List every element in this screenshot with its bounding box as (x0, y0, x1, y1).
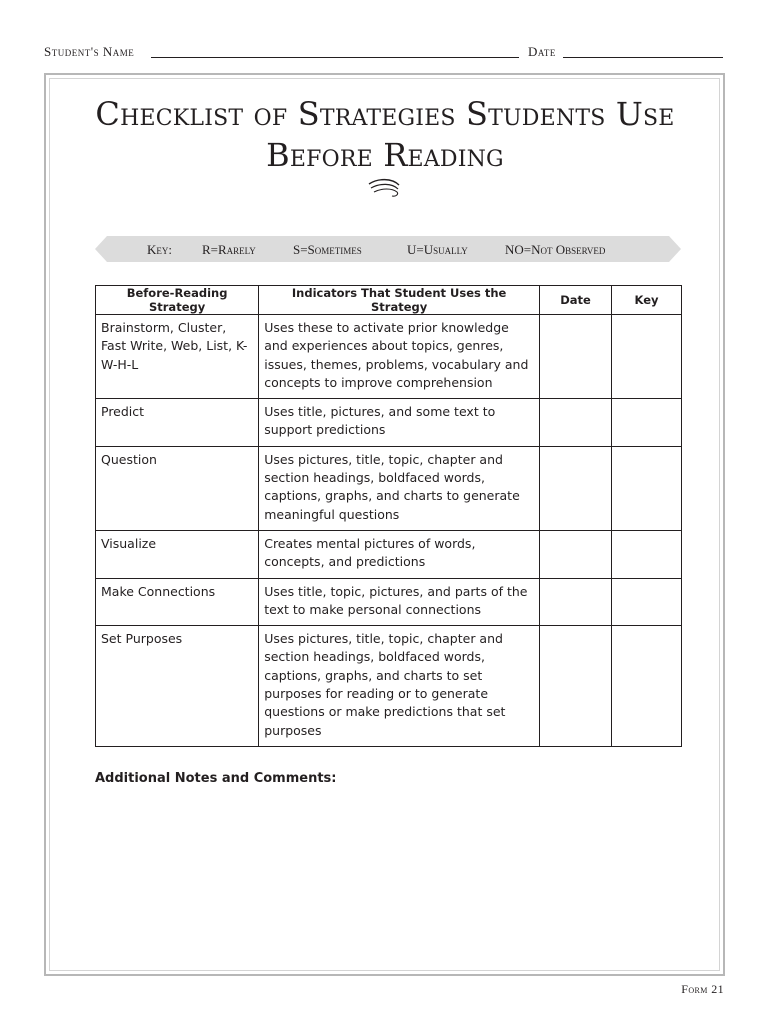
indicator-cell: Uses these to activate prior knowledge and experiences about topics, genres, issues, themes, problems, vocabulary and concepts to improve comprehension (259, 315, 540, 399)
key-cell[interactable] (612, 315, 682, 399)
strategy-cell: Make Connections (96, 578, 259, 626)
date-cell[interactable] (540, 399, 612, 447)
date-field[interactable] (563, 57, 723, 58)
student-name-label: Student's Name (44, 44, 135, 59)
key-rarely: R=Rarely (202, 242, 256, 257)
key-cell[interactable] (612, 530, 682, 578)
student-name-field[interactable] (151, 57, 519, 58)
header-key: Key (612, 286, 682, 315)
strategy-cell: Set Purposes (96, 626, 259, 747)
header-line (44, 40, 734, 64)
date-cell[interactable] (540, 626, 612, 747)
header-strategy: Before-Reading Strategy (96, 286, 259, 315)
date-cell[interactable] (540, 578, 612, 626)
table-header-row (96, 286, 682, 315)
header-indicators: Indicators That Student Uses the Strategy (259, 286, 540, 315)
table-row (96, 578, 682, 626)
header-date: Date (540, 286, 612, 315)
table-row (96, 315, 682, 399)
indicator-cell: Uses pictures, title, topic, chapter and section headings, boldfaced words, captions, graphs, and charts to set purposes for reading or to generate questions or make predictions that set purposes (259, 626, 540, 747)
strategy-cell: Brainstorm, Cluster, Fast Write, Web, List, K-W-H-L (96, 315, 259, 399)
date-cell[interactable] (540, 446, 612, 530)
table-row (96, 446, 682, 530)
strategy-cell: Visualize (96, 530, 259, 578)
date-cell[interactable] (540, 530, 612, 578)
key-cell[interactable] (612, 399, 682, 447)
indicator-cell: Uses pictures, title, topic, chapter and section headings, boldfaced words, captions, graphs, and charts to generate meaningful questions (259, 446, 540, 530)
page-title-line-2: Before Reading (266, 136, 504, 174)
date-label: Date (528, 44, 556, 59)
indicator-cell: Creates mental pictures of words, concepts, and predictions (259, 530, 540, 578)
strategy-checklist-table (95, 285, 682, 747)
additional-notes-label: Additional Notes and Comments: (95, 771, 337, 786)
key-label: Key: (147, 242, 172, 257)
flourish-ornament (366, 176, 406, 200)
page-title-line-1: Checklist of Strategies Students Use (95, 95, 675, 133)
date-cell[interactable] (540, 315, 612, 399)
key-cell[interactable] (612, 626, 682, 747)
key-cell[interactable] (612, 578, 682, 626)
indicator-cell: Uses title, pictures, and some text to support predictions (259, 399, 540, 447)
form-number: Form 21 (681, 982, 724, 996)
key-not-observed: NO=Not Observed (505, 242, 606, 257)
key-usually: U=Usually (407, 242, 468, 257)
indicator-cell: Uses title, topic, pictures, and parts of the text to make personal connections (259, 578, 540, 626)
table-row (96, 626, 682, 747)
table-row (96, 530, 682, 578)
strategy-cell: Predict (96, 399, 259, 447)
key-sometimes: S=Sometimes (293, 242, 362, 257)
strategy-cell: Question (96, 446, 259, 530)
table-row (96, 399, 682, 447)
key-cell[interactable] (612, 446, 682, 530)
